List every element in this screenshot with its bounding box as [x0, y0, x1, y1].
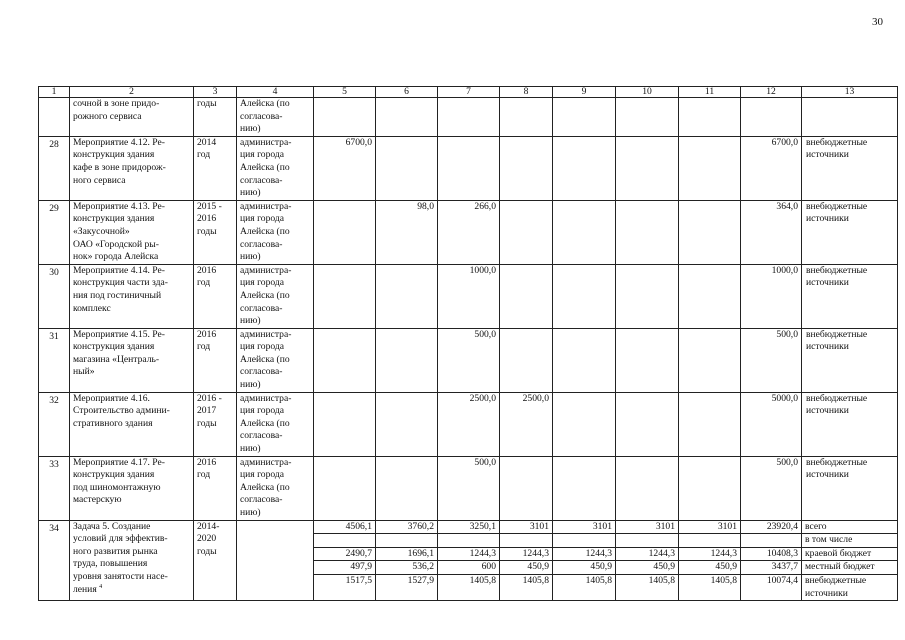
amount-cell [553, 264, 616, 328]
sub-amount: 10408,3 [741, 548, 801, 562]
period-cell-line: 2016 [197, 328, 217, 340]
funding-source [802, 456, 898, 520]
executor-cell-line: нию) [240, 123, 261, 135]
activity-name-line: Мероприятие 4.15. Ре- [73, 328, 165, 340]
funding-source [802, 200, 898, 264]
amount-cell [500, 520, 553, 601]
table-row [39, 328, 898, 392]
sub-amount: 1517,5 [345, 574, 372, 586]
activity-name-line: конструкция части зда- [73, 277, 168, 289]
source-label: краевой бюджет [802, 548, 897, 562]
amount-cell [679, 264, 741, 328]
amount-cell [616, 98, 679, 137]
total-cell: 364,0 [741, 200, 802, 264]
period-cell [194, 392, 237, 456]
funding-source-line: источники [806, 341, 849, 353]
funding-source-line: внебюджетные [806, 136, 868, 148]
activity-name-line: под шиномонтажную [73, 481, 161, 493]
executor-cell-line: Алейска (по [240, 161, 290, 173]
activity-name-line: магазина «Централь- [73, 353, 160, 365]
source-label: внебюджетные [805, 574, 867, 586]
row-number: 34 [39, 520, 70, 601]
sub-amount: 1244,3 [500, 548, 552, 562]
period-cell [194, 328, 237, 392]
column-number-header: 9 [553, 87, 616, 98]
activity-name [70, 264, 194, 328]
row-number: 32 [39, 392, 70, 456]
amount-cell: 500,0 [438, 328, 500, 392]
sub-amount: 1244,3 [553, 548, 615, 562]
executor-cell-line: ция города [240, 149, 285, 161]
amount-cell [616, 392, 679, 456]
sub-amount [679, 534, 740, 548]
activity-name-line: сочной в зоне придо- [73, 98, 160, 109]
executor-cell-line: ция города [240, 277, 285, 289]
amount-cell [500, 264, 553, 328]
footnote-marker: 4 [99, 583, 103, 590]
period-cell-line: 2015 - [197, 200, 222, 212]
activity-name-line: ОАО «Городской ры- [73, 238, 159, 250]
amount-cell [679, 98, 741, 137]
activity-name-line: рожного сервиса [73, 110, 142, 122]
executor-cell [237, 98, 314, 137]
total-cell: 500,0 [741, 456, 802, 520]
task-name-line: ления [73, 583, 97, 595]
period-cell-line: 2017 [197, 405, 217, 417]
amount-cell [616, 456, 679, 520]
amount-cell [500, 456, 553, 520]
column-number-header: 4 [237, 87, 314, 98]
executor-cell-line: Алейска (по [240, 98, 290, 109]
amount-cell [314, 98, 376, 137]
amount-cell [376, 520, 438, 601]
sub-amount: 450,9 [616, 561, 678, 575]
amount-cell [500, 98, 553, 137]
sub-amount: 1405,8 [469, 574, 496, 586]
table-row [39, 98, 898, 137]
period-cell-line: 2016 [197, 264, 217, 276]
amount-cell [500, 200, 553, 264]
page-number: 30 [872, 16, 883, 28]
row-number: 33 [39, 456, 70, 520]
task-name [70, 520, 194, 601]
sub-amount [553, 534, 615, 548]
column-number-header: 5 [314, 87, 376, 98]
sub-amount [616, 534, 678, 548]
row-number [39, 98, 70, 137]
executor-cell-line: Алейска (по [240, 289, 290, 301]
table-row [39, 456, 898, 520]
funding-source-line: источники [806, 213, 849, 225]
activity-name-line: конструкция здания [73, 149, 155, 161]
column-number-header: 10 [616, 87, 679, 98]
column-number-header: 8 [500, 87, 553, 98]
sub-amount: 1244,3 [616, 548, 678, 562]
sub-amount [438, 534, 499, 548]
activity-name-line: Мероприятие 4.16. [73, 392, 150, 404]
row-number: 29 [39, 200, 70, 264]
activity-name [70, 392, 194, 456]
amount-cell [679, 456, 741, 520]
activity-name-line: ного сервиса [73, 174, 126, 186]
period-cell-line: год [197, 149, 211, 161]
column-number-header: 3 [194, 87, 237, 98]
executor-cell [237, 264, 314, 328]
amount-cell [553, 328, 616, 392]
amount-cell [376, 456, 438, 520]
executor-cell-line: ция города [240, 213, 285, 225]
amount-cell [679, 392, 741, 456]
executor-cell-line: нию) [240, 507, 261, 518]
period-cell [194, 98, 237, 137]
amount-cell: 6700,0 [314, 136, 376, 200]
executor-cell-line: ция города [240, 405, 285, 417]
funding-source [802, 520, 898, 601]
funding-source-line: внебюджетные [806, 328, 868, 340]
sub-amount: 1405,8 [585, 574, 612, 586]
amount-cell: 2500,0 [438, 392, 500, 456]
total-cell: 5000,0 [741, 392, 802, 456]
executor-cell [237, 200, 314, 264]
amount-cell [616, 264, 679, 328]
amount-cell [553, 520, 616, 601]
amount-cell [438, 136, 500, 200]
activity-name-line: кафе в зоне придорож- [73, 161, 166, 173]
executor-cell-line: согласова- [240, 174, 283, 186]
activity-name-line: Мероприятие 4.12. Ре- [73, 136, 165, 148]
column-number-header: 11 [679, 87, 741, 98]
executor-cell-line: администра- [240, 200, 292, 212]
activity-name-line: нок» города Алейска [73, 251, 159, 263]
executor-cell [237, 456, 314, 520]
task-name-line: уровня занятости насе- [73, 570, 168, 582]
executor-cell-line: нию) [240, 251, 261, 263]
task-name-line: условий для эффектив- [73, 533, 168, 545]
executor-cell-line: администра- [240, 264, 292, 276]
activity-name-line: конструкция здания [73, 341, 155, 353]
activity-name [70, 98, 194, 137]
executor-cell-line: администра- [240, 456, 292, 468]
sub-amount: 3437,7 [741, 561, 801, 575]
funding-source-line: источники [806, 405, 849, 417]
period-cell-line: годы [197, 225, 217, 237]
activity-name-line: мастерскую [73, 494, 122, 506]
amount-cell [679, 200, 741, 264]
activity-name [70, 456, 194, 520]
period-cell [194, 200, 237, 264]
header-row [39, 87, 898, 98]
sub-amount: 3101 [553, 521, 615, 535]
sub-amount: 450,9 [500, 561, 552, 575]
sub-amount [376, 534, 437, 548]
period-cell-line: год [197, 341, 211, 353]
period-cell [194, 520, 237, 601]
source-label: в том числе [802, 534, 897, 548]
activity-name-line: ный» [73, 366, 95, 378]
funding-source-line: источники [806, 469, 849, 481]
executor-cell-line: согласова- [240, 110, 283, 122]
amount-cell: 1000,0 [438, 264, 500, 328]
table-row [39, 136, 898, 200]
amount-cell: 98,0 [376, 200, 438, 264]
activity-name-line: Мероприятие 4.13. Ре- [73, 200, 165, 212]
executor-cell [237, 328, 314, 392]
source-label: всего [802, 521, 897, 535]
amount-cell [376, 264, 438, 328]
executor-cell-line: администра- [240, 136, 292, 148]
sub-amount: 3101 [679, 521, 740, 535]
funding-source [802, 98, 898, 137]
activity-name-line: Мероприятие 4.14. Ре- [73, 264, 165, 276]
executor-cell-line: Алейска (по [240, 481, 290, 493]
sub-amount: 1405,8 [710, 574, 737, 586]
sub-amount: 600 [438, 561, 499, 575]
sub-amount: 1696,1 [376, 548, 437, 562]
column-number-header: 2 [70, 87, 194, 98]
activity-name-line: стративного здания [73, 417, 153, 429]
amount-cell [314, 200, 376, 264]
amount-cell [500, 328, 553, 392]
task-name-line: Задача 5. Создание [73, 520, 151, 532]
total-cell [741, 520, 802, 601]
funding-source-line: внебюджетные [806, 200, 868, 212]
table-row [39, 392, 898, 456]
sub-amount: 10074,4 [766, 574, 798, 586]
executor-cell-line: ция города [240, 341, 285, 353]
sub-amount: 3760,2 [376, 521, 437, 535]
period-cell-line: годы [197, 417, 217, 429]
amount-cell [376, 328, 438, 392]
amount-cell [553, 200, 616, 264]
amount-cell [376, 136, 438, 200]
amount-cell [679, 328, 741, 392]
table-row [39, 264, 898, 328]
table-row-task5 [39, 520, 898, 601]
sub-amount: 3250,1 [438, 521, 499, 535]
activity-name [70, 328, 194, 392]
sub-amount: 3101 [616, 521, 678, 535]
executor-cell-line: согласова- [240, 494, 283, 506]
activity-name-line: комплекс [73, 302, 111, 314]
sub-amount: 497,9 [314, 561, 375, 575]
sub-amount: 1527,9 [407, 574, 434, 586]
source-label: местный бюджет [802, 561, 897, 575]
executor-cell-line: ция города [240, 469, 285, 481]
amount-cell [438, 520, 500, 601]
row-number: 31 [39, 328, 70, 392]
executor-cell [237, 392, 314, 456]
period-cell-line: годы [197, 98, 217, 109]
activity-name-line: «Закусочной» [73, 225, 130, 237]
funding-source-line: внебюджетные [806, 456, 868, 468]
executor-cell-line: Алейска (по [240, 417, 290, 429]
funding-source-line: внебюджетные [806, 392, 868, 404]
executor-cell-line: согласова- [240, 302, 283, 314]
sub-amount: 4506,1 [314, 521, 375, 535]
period-cell-line: год [197, 277, 211, 289]
amount-cell [314, 392, 376, 456]
period-cell [194, 456, 237, 520]
period-cell-line: годы [197, 545, 217, 557]
amount-cell [376, 98, 438, 137]
sub-amount: 1405,8 [522, 574, 549, 586]
executor-cell-line: нию) [240, 315, 261, 327]
sub-amount [500, 534, 552, 548]
funding-source-line: внебюджетные [806, 264, 868, 276]
activity-name-line: Строительство админи- [73, 405, 170, 417]
total-cell: 500,0 [741, 328, 802, 392]
funding-source [802, 392, 898, 456]
period-cell-line: 2014- [197, 520, 220, 532]
period-cell-line: 2016 [197, 213, 217, 225]
activity-name [70, 136, 194, 200]
column-number-header: 12 [741, 87, 802, 98]
activity-name-line: конструкция здания [73, 213, 155, 225]
period-cell-line: год [197, 469, 211, 481]
sub-amount [741, 534, 801, 548]
activity-name-line: ния под гостиничный [73, 289, 162, 301]
task-name-line: труда, повышения [73, 558, 148, 570]
amount-cell [553, 392, 616, 456]
total-cell: 6700,0 [741, 136, 802, 200]
funding-source [802, 136, 898, 200]
activity-name [70, 200, 194, 264]
amount-cell [679, 136, 741, 200]
amount-cell [616, 136, 679, 200]
funding-source [802, 328, 898, 392]
amount-cell: 2500,0 [500, 392, 553, 456]
executor-cell-line: Алейска (по [240, 225, 290, 237]
period-cell [194, 264, 237, 328]
amount-cell [314, 264, 376, 328]
budget-table [38, 86, 898, 601]
executor-cell-line: согласова- [240, 238, 283, 250]
executor-cell-line: нию) [240, 443, 261, 455]
amount-cell [314, 520, 376, 601]
sub-amount: 450,9 [553, 561, 615, 575]
column-number-header: 7 [438, 87, 500, 98]
activity-name-line: конструкция здания [73, 469, 155, 481]
executor-cell-line: нию) [240, 379, 261, 391]
sub-amount: 3101 [500, 521, 552, 535]
period-cell-line: 2016 [197, 456, 217, 468]
executor-cell-line: согласова- [240, 366, 283, 378]
amount-cell [616, 328, 679, 392]
sub-amount: 450,9 [679, 561, 740, 575]
sub-amount: 2490,7 [314, 548, 375, 562]
amount-cell [500, 136, 553, 200]
period-cell-line: 2014 [197, 136, 217, 148]
amount-cell [314, 328, 376, 392]
executor-cell [237, 136, 314, 200]
amount-cell [553, 98, 616, 137]
sub-amount: 23920,4 [741, 521, 801, 535]
column-number-header: 1 [39, 87, 70, 98]
table-row [39, 200, 898, 264]
amount-cell [314, 456, 376, 520]
total-cell: 1000,0 [741, 264, 802, 328]
row-number: 28 [39, 136, 70, 200]
source-label: источники [805, 587, 848, 599]
amount-cell [616, 200, 679, 264]
funding-source [802, 264, 898, 328]
activity-name-line: Мероприятие 4.17. Ре- [73, 456, 165, 468]
amount-cell [376, 392, 438, 456]
period-cell [194, 136, 237, 200]
executor-cell-line: согласова- [240, 430, 283, 442]
amount-cell [438, 98, 500, 137]
sub-amount: 1405,8 [648, 574, 675, 586]
period-cell-line: 2016 - [197, 392, 222, 404]
task-name-line: ного развития рынка [73, 545, 158, 557]
row-number: 30 [39, 264, 70, 328]
sub-amount: 536,2 [376, 561, 437, 575]
executor-cell-line: Алейска (по [240, 353, 290, 365]
funding-source-line: источники [806, 277, 849, 289]
total-cell [741, 98, 802, 137]
period-cell-line: 2020 [197, 533, 217, 545]
amount-cell [679, 520, 741, 601]
amount-cell [616, 520, 679, 601]
amount-cell [553, 136, 616, 200]
sub-amount: 1244,3 [438, 548, 499, 562]
executor-cell-line: нию) [240, 187, 261, 199]
column-number-header: 13 [802, 87, 898, 98]
sub-amount [314, 534, 375, 548]
amount-cell [553, 456, 616, 520]
executor-cell-line: администра- [240, 392, 292, 404]
sub-amount: 1244,3 [679, 548, 740, 562]
executor-cell-line: администра- [240, 328, 292, 340]
amount-cell: 500,0 [438, 456, 500, 520]
column-number-header: 6 [376, 87, 438, 98]
amount-cell: 266,0 [438, 200, 500, 264]
funding-source-line: источники [806, 149, 849, 161]
executor-cell [237, 520, 314, 601]
